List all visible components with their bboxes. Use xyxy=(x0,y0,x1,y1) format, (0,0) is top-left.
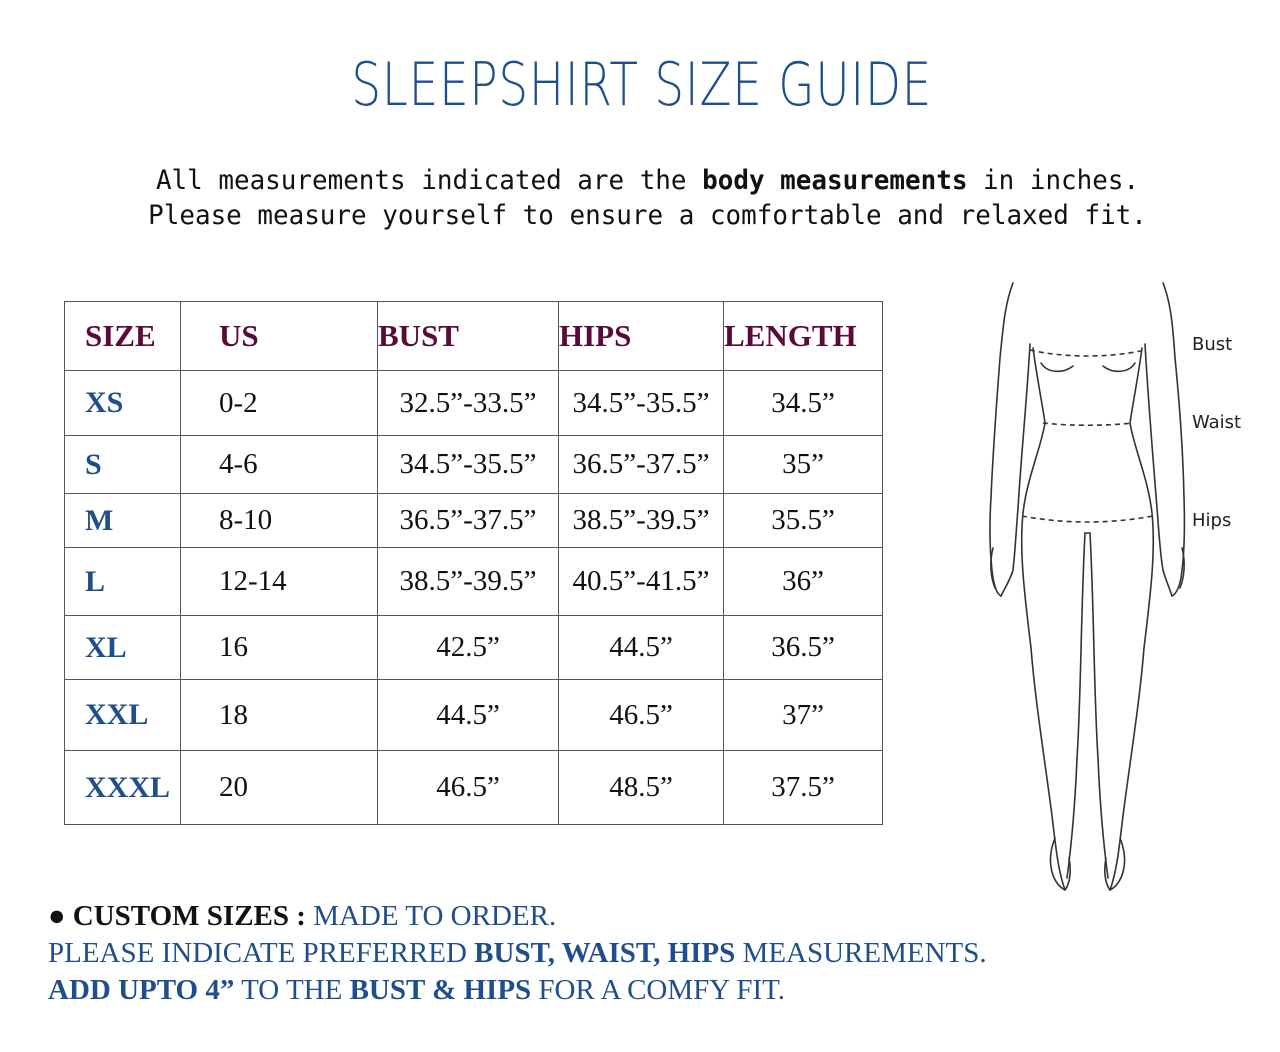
cell-length: 34.5” xyxy=(724,371,883,436)
notes-line-3-emphasis-1: ADD UPTO 4” xyxy=(48,974,235,1006)
cell-bust: 34.5”-35.5” xyxy=(378,436,559,494)
header-size: SIZE xyxy=(65,302,181,371)
cell-bust: 36.5”-37.5” xyxy=(378,494,559,548)
cell-hips: 36.5”-37.5” xyxy=(559,436,724,494)
table-header-row xyxy=(65,302,883,371)
cell-size: L xyxy=(65,548,181,616)
table-row xyxy=(65,436,883,494)
custom-sizes-label: CUSTOM SIZES : xyxy=(72,900,306,932)
cell-size: XXXL xyxy=(65,751,181,825)
header-bust: BUST xyxy=(378,302,559,371)
intro-line-1 xyxy=(26,165,1269,196)
cell-size: XXL xyxy=(65,680,181,751)
header-us: US xyxy=(181,302,378,371)
intro-text: All measurements indicated are the xyxy=(155,165,703,196)
cell-bust: 42.5” xyxy=(378,616,559,680)
table-row xyxy=(65,751,883,825)
notes-line-2 xyxy=(48,935,1248,972)
cell-size: S xyxy=(65,436,181,494)
cell-hips: 48.5” xyxy=(559,751,724,825)
size-table xyxy=(64,301,883,825)
notes-line-2-text: PLEASE INDICATE PREFERRED xyxy=(48,937,475,969)
intro-text-end: in inches. xyxy=(967,165,1140,196)
notes-line-3-text: TO THE xyxy=(234,974,350,1006)
body-measurement-figure xyxy=(985,278,1260,898)
cell-hips: 44.5” xyxy=(559,616,724,680)
body-outline-icon xyxy=(985,278,1260,898)
label-waist: Waist xyxy=(1192,412,1242,433)
header-hips: HIPS xyxy=(559,302,724,371)
cell-length: 35” xyxy=(724,436,883,494)
table-row xyxy=(65,616,883,680)
cell-length: 37” xyxy=(724,680,883,751)
cell-bust: 46.5” xyxy=(378,751,559,825)
custom-sizes-text: MADE TO ORDER. xyxy=(305,900,557,932)
cell-bust: 44.5” xyxy=(378,680,559,751)
cell-bust: 32.5”-33.5” xyxy=(378,371,559,436)
notes-line-1 xyxy=(48,898,1248,935)
cell-us: 4-6 xyxy=(181,436,378,494)
header-length: LENGTH xyxy=(724,302,883,371)
cell-us: 20 xyxy=(181,751,378,825)
notes-line-3 xyxy=(48,972,1248,1009)
cell-length: 37.5” xyxy=(724,751,883,825)
cell-us: 0-2 xyxy=(181,371,378,436)
page-title: SLEEPSHIRT SIZE GUIDE xyxy=(351,50,933,120)
cell-hips: 34.5”-35.5” xyxy=(559,371,724,436)
custom-size-notes xyxy=(48,898,1248,1009)
notes-line-3-emphasis-2: BUST & HIPS xyxy=(349,974,532,1006)
intro-line-2: Please measure yourself to ensure a comfortable and relaxed fit. xyxy=(148,200,1147,231)
table-row xyxy=(65,548,883,616)
cell-hips: 38.5”-39.5” xyxy=(559,494,724,548)
table-row xyxy=(65,494,883,548)
intro-emphasis: body measurements xyxy=(702,165,968,196)
label-hips: Hips xyxy=(1192,510,1232,531)
cell-size: XS xyxy=(65,371,181,436)
notes-line-3-end: FOR A COMFY FIT. xyxy=(531,974,785,1006)
table-row xyxy=(65,371,883,436)
cell-size: M xyxy=(65,494,181,548)
cell-us: 12-14 xyxy=(181,548,378,616)
label-bust: Bust xyxy=(1192,334,1233,355)
cell-us: 18 xyxy=(181,680,378,751)
cell-length: 35.5” xyxy=(724,494,883,548)
table-row xyxy=(65,680,883,751)
cell-us: 8-10 xyxy=(181,494,378,548)
cell-hips: 40.5”-41.5” xyxy=(559,548,724,616)
cell-length: 36.5” xyxy=(724,616,883,680)
cell-hips: 46.5” xyxy=(559,680,724,751)
cell-length: 36” xyxy=(724,548,883,616)
bullet-icon: ● xyxy=(48,900,66,932)
cell-bust: 38.5”-39.5” xyxy=(378,548,559,616)
notes-line-2-emphasis: BUST, WAIST, HIPS xyxy=(474,937,736,969)
cell-size: XL xyxy=(65,616,181,680)
cell-us: 16 xyxy=(181,616,378,680)
notes-line-2-end: MEASUREMENTS. xyxy=(735,937,987,969)
